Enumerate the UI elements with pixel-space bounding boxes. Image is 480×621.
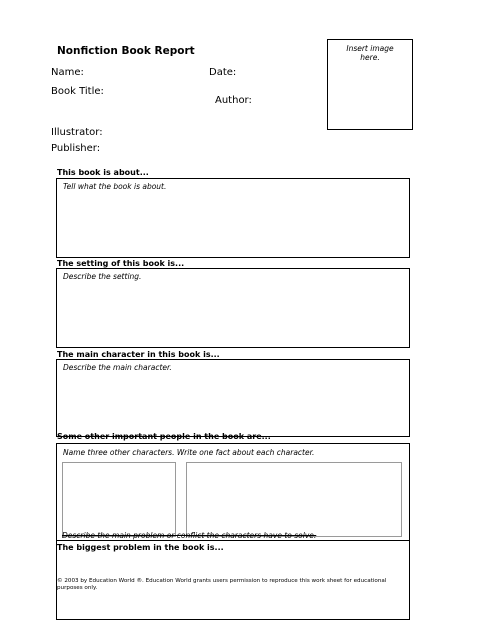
main-character-textbox[interactable] [56,359,410,437]
problem-prompt: Describe the main problem or conflict the characters have to solve. [62,531,317,540]
page-title: Nonfiction Book Report [57,45,195,57]
other-people-heading: Some other important people in the book are... [57,432,271,441]
book-title-label: Book Title: [51,86,104,97]
setting-prompt: Describe the setting. [63,272,142,281]
publisher-label: Publisher: [51,143,101,154]
setting-textbox[interactable] [56,268,410,348]
problem-heading: The biggest problem in the book is... [57,543,224,552]
date-label: Date: [209,67,237,78]
author-label: Author: [215,95,252,106]
other-people-prompt: Name three other characters. Write one fact about each character. [63,448,315,457]
about-textbox[interactable] [56,178,410,258]
about-prompt: Tell what the book is about. [63,182,167,191]
copyright-notice: © 2003 by Education World ®. Education World grants users permission to reproduce this work sheet for educational purposes only. [57,578,387,591]
image-placeholder-box[interactable] [327,39,413,130]
main-character-heading: The main character in this book is... [57,350,220,359]
main-character-prompt: Describe the main character. [63,363,172,372]
illustrator-label: Illustrator: [51,127,103,138]
setting-heading: The setting of this book is... [57,259,185,268]
character-box-2[interactable] [186,462,402,537]
image-placeholder-text: Insert image here. [346,44,394,62]
problem-divider [56,540,410,541]
about-heading: This book is about... [57,168,149,177]
name-label: Name: [51,67,84,78]
character-box-1[interactable] [62,462,176,537]
